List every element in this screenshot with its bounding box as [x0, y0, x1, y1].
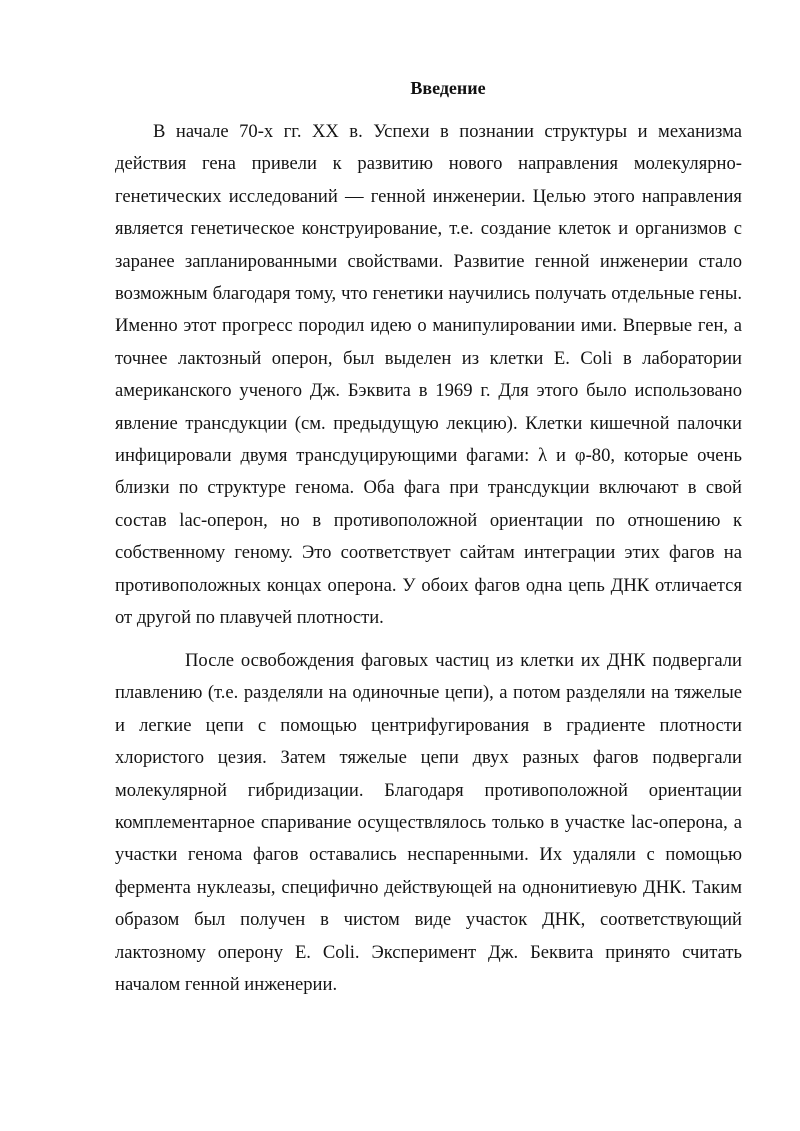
paragraph-2: После освобождения фаговых частиц из клетки их ДНК подвергали плавлению (т.е. разделяли на одиночные цепи), а потом разделяли на тяжелые и легкие цепи с помощью центрифугирования в градиенте плотности хлористого цезия. Затем тяжелые цепи двух разных фагов подвергали молекулярной гибридизации. Благодаря противоположной ориентации комплементарное спаривание осуществлялось только в участке lac-оперона, а участки генома фагов оставались неспаренными. Их удаляли с помощью фермента нуклеазы, специфично действующей на однонитиевую ДНК. Таким образом был получен в чистом виде участок ДНК, соответствующий лактозному оперону E. Coli. Эксперимент Дж. Беквита принято считать началом генной инженерии.	[115, 650, 742, 996]
document-title: Введение	[410, 78, 486, 98]
paragraph-1: В начале 70-х гг. XX в. Успехи в познании структуры и механизма действия гена привели к развитию нового направления молекулярно-генетических исследований — генной инженерии. Целью этого направления является генетическое конструирование, т.е. создание клеток и организмов с заранее запланированными свойствами. Развитие генной инженерии стало возможным благодаря тому, что генетики научились получать отдельные гены. Именно этот прогресс породил идею о манипулировании ими. Впервые ген, а точнее лактозный оперон, был выделен из клетки E. Coli в лаборатории американского ученого Дж. Бэквита в 1969 г. Для этого было использовано явление трансдукции (см. предыдущую лекцию). Клетки кишечной палочки инфицировали двумя трансдуцирующими фагами: λ и φ-80, которые очень близки по структуре генома. Оба фага при трансдукции включают в свой состав lac-оперон, но в противоположной ориентации по отношению к собственному геному. Это соответствует сайтам интеграции этих фагов на противоположных концах оперона. У обоих фагов одна цепь ДНК отличается от другой по плавучей плотности.	[115, 121, 742, 629]
